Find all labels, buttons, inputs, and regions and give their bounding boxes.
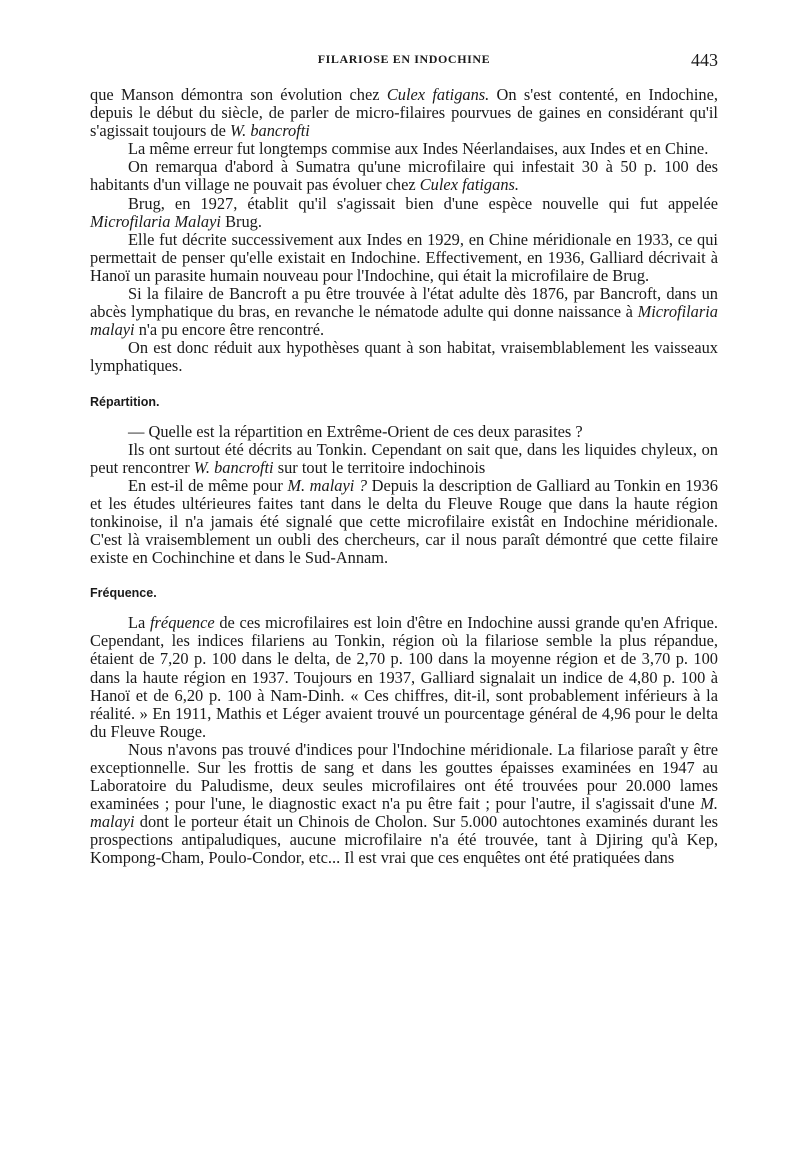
text-span: Ils ont surtout été décrits au Tonkin. Cependant on sait que, dans les liquides chyleux, on peut rencontrer [90, 439, 718, 477]
italic-span: W. bancrofti [230, 121, 310, 141]
paragraph: Elle fut décrite successivement aux Indes en 1929, en Chine méridionale en 1933, ce qui permettait de penser qu'elle existait en Indochine. Effectivement, en 1936, Galliard décrivait à Hanoï un parasite humain nouveau pour l'Indochine, qui était la microfilaire de Brug. [90, 229, 718, 285]
text-span: n'a pu encore être rencontré. [134, 320, 325, 340]
paragraph [90, 477, 718, 567]
text-span: dont le porteur était un Chinois de Cholon. Sur 5.000 autochtones examinés durant les prospections antipaludiques, aucune microfilaire n'a été trouvée, tant à Djiring qu'à Kep, Kompong-Cham, Poulo-Condor, etc... Il est vrai que ces enquêtes ont été pratiquées dans [90, 812, 718, 868]
text-span: Brug. [220, 211, 262, 231]
running-title: FILARIOSE EN INDOCHINE [317, 52, 491, 66]
italic-span: Culex fatigans. [386, 85, 490, 104]
page-body [90, 86, 718, 868]
italic-span: W. bancrofti [193, 457, 274, 477]
italic-span: M. malayi [90, 794, 718, 832]
text-span: En est-il de même pour [128, 475, 288, 495]
text-span: La [128, 613, 150, 633]
text-span: Nous n'avons pas trouvé d'indices pour l'Indochine méridionale. La filariose paraît y être exceptionnelle. Sur les frottis de sang et dans les gouttes épaisses examinées en 1947 au Laboratoire du Paludisme, deux seules microfilaires ont été trouvées pour 20.000 lames examinées ; pour l'une, le diagnostic exact n'a pu être fait ; pour l'autre, il s'agissait d'une [90, 739, 718, 814]
page-header [90, 50, 718, 74]
italic-span: Microfilaria malayi [90, 302, 718, 340]
italic-span: M. malayi ? [287, 475, 368, 495]
paragraph [90, 441, 718, 477]
paragraph: La même erreur fut longtemps commise aux Indes Néerlandaises, aux Indes et en Chine. [128, 139, 709, 159]
paragraph [90, 614, 718, 741]
paragraph [90, 741, 718, 868]
paragraph: — Quelle est la répartition en Extrême-Orient de ces deux parasites ? [128, 421, 583, 441]
paragraph [90, 158, 718, 194]
italic-span: Microfilaria Malayi [90, 211, 221, 231]
section-heading-frequence: Fréquence. [90, 586, 157, 601]
italic-span: fréquence [150, 613, 215, 633]
text-span: de ces microfilaires est loin d'être en Indochine aussi grande qu'en Afrique. Cependant, les indices filariens au Tonkin, région où la filariose semble la plus répandue, étaient de 7,20 p. 100 dans le delta, de 2,70 p. 100 dans la moyenne région et de 3,70 p. 100 dans la haute région en 1937. Toujours en 1937, Galliard signalait un indice de 4,80 p. 100 à Hanoï et de 6,20 p. 100 à Nam-Dinh. « Ces chiffres, dit-il, sont probablement inférieurs à la réalité. » En 1911, Mathis et Léger avaient trouvé un pourcentage général de 4,96 pour le delta du Fleuve Rouge. [90, 613, 718, 741]
italic-span: Culex fatigans. [419, 175, 519, 195]
text-span: Brug, en 1927, établit qu'il s'agissait bien d'une espèce nouvelle qui fut appelée [128, 193, 718, 213]
section-heading-repartition: Répartition. [90, 394, 160, 409]
paragraph [90, 195, 718, 231]
paragraph [90, 86, 718, 140]
text-span: Depuis la description de Galliard au Tonkin en 1936 et les études ultérieures faites tant dans le delta du Fleuve Rouge que dans la haute région tonkinoise, il n'a jamais été signalé que cette microfilaire existât en Indochine méridionale. C'est là vraisemblement un oubli des chercheurs, car il nous paraît démontré que cette filaire existe en Cochinchine et dans le Sud-Annam. [90, 475, 718, 568]
page-number: 443 [691, 50, 718, 70]
text-span: On remarqua d'abord à Sumatra qu'une microfilaire qui infestait 30 à 50 p. 100 des habitants d'un village ne pouvait pas évoluer chez [90, 157, 718, 195]
text-span: sur tout le territoire indochinois [273, 457, 486, 477]
text-span: que Manson démontra son évolution chez [90, 85, 387, 104]
text-span: Si la filaire de Bancroft a pu être trouvée à l'état adulte dès 1876, par Bancroft, dans un abcès lymphatique du bras, en revanche le nématode adulte qui donne naissance à [90, 284, 718, 322]
paragraph: On est donc réduit aux hypothèses quant à son habitat, vraisemblablement les vaisseaux lymphatiques. [90, 338, 718, 376]
paragraph [90, 285, 718, 339]
text-span: On s'est contenté, en Indochine, depuis le début du siècle, de parler de micro-filaires pourvues de gaines en considérant qu'il s'agissait toujours de [90, 85, 718, 141]
